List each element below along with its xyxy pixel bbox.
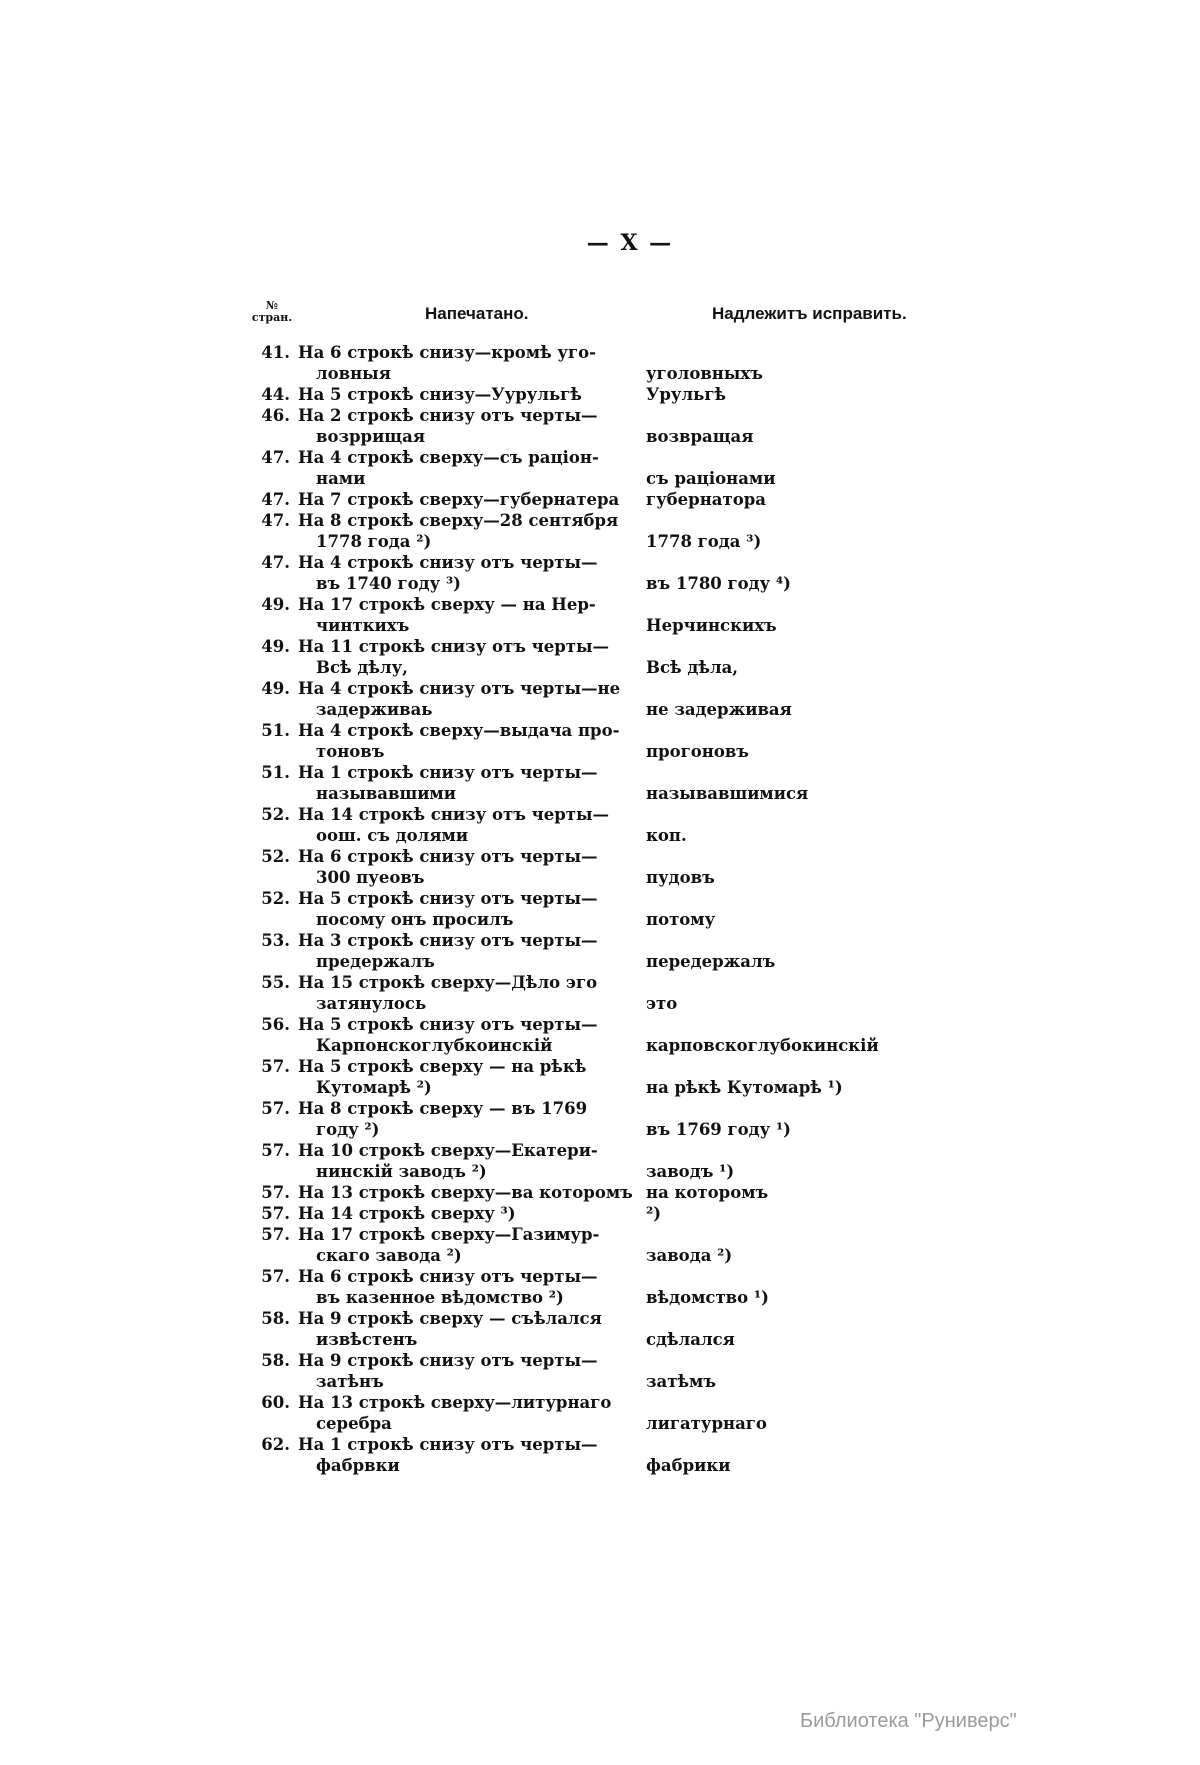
entry-printed-line1: На 14 строкѣ снизу отъ черты— xyxy=(298,805,610,824)
entry-page-number: 47. xyxy=(261,448,290,467)
entry-printed-text xyxy=(298,636,633,678)
entry-printed-line2: затѣнъ xyxy=(316,1372,384,1391)
errata-entry xyxy=(240,342,940,384)
entry-correction: завода ²) xyxy=(646,1246,733,1265)
entry-page-number: 57. xyxy=(261,1057,290,1076)
entry-correction: пудовъ xyxy=(646,868,715,887)
entry-correction: лигатурнаго xyxy=(646,1414,767,1433)
entry-page-number: 57. xyxy=(261,1099,290,1118)
entry-correction: заводъ ¹) xyxy=(646,1162,735,1181)
entry-printed-text xyxy=(298,489,633,510)
entry-page-number: 52. xyxy=(261,889,290,908)
errata-entry xyxy=(240,972,940,1014)
entry-page-number: 51. xyxy=(261,763,290,782)
entry-page-number: 51. xyxy=(261,721,290,740)
watermark: Библиотека "Руниверс" xyxy=(800,1710,1017,1732)
entry-printed-line1: На 5 строкѣ снизу отъ черты— xyxy=(298,1015,598,1034)
entry-printed-line1: На 4 строкѣ снизу отъ черты—не xyxy=(298,679,621,698)
entry-printed-line1: На 4 строкѣ сверху—выдача про- xyxy=(298,721,620,740)
entry-printed-text xyxy=(298,1308,633,1350)
entry-printed-text xyxy=(298,804,633,846)
errata-entry xyxy=(240,762,940,804)
entry-page-number: 58. xyxy=(261,1351,290,1370)
entry-printed-line2: предержалъ xyxy=(316,952,435,971)
entry-page-number: 46. xyxy=(261,406,290,425)
entry-page-number: 47. xyxy=(261,490,290,509)
entry-correction: возвращая xyxy=(646,427,754,446)
entry-printed-text xyxy=(298,1098,633,1140)
entry-printed-line2: скаго завода ²) xyxy=(316,1246,462,1265)
entry-printed-line1: На 6 строкѣ снизу отъ черты— xyxy=(298,1267,598,1286)
errata-entry xyxy=(240,1266,940,1308)
entry-printed-line1: На 17 строкѣ сверху — на Нер- xyxy=(298,595,596,614)
errata-entry xyxy=(240,1182,940,1203)
entry-page-number: 52. xyxy=(261,847,290,866)
errata-entry xyxy=(240,804,940,846)
errata-entry xyxy=(240,594,940,636)
entry-printed-line1: На 2 строкѣ снизу отъ черты— xyxy=(298,406,598,425)
entry-printed-line1: На 9 строкѣ сверху — съѣлался xyxy=(298,1309,602,1328)
entry-correction: Всѣ дѣла, xyxy=(646,658,739,677)
entry-page-number: 44. xyxy=(261,385,290,404)
errata-entry xyxy=(240,510,940,552)
entry-page-number: 52. xyxy=(261,805,290,824)
entry-printed-text xyxy=(298,342,633,384)
errata-entry xyxy=(240,405,940,447)
errata-entry xyxy=(240,1434,940,1476)
errata-entry xyxy=(240,1056,940,1098)
errata-entry xyxy=(240,720,940,762)
entry-printed-line2: оош. съ долями xyxy=(316,826,469,845)
header-no-label: стран. xyxy=(251,311,293,324)
entry-correction: Нерчинскихъ xyxy=(646,616,777,635)
errata-entry xyxy=(240,384,940,405)
entry-page-number: 57. xyxy=(261,1141,290,1160)
errata-entry xyxy=(240,447,940,489)
errata-entry xyxy=(240,1014,940,1056)
entry-correction: ²) xyxy=(646,1204,662,1223)
entry-page-number: 47. xyxy=(261,553,290,572)
entry-printed-text xyxy=(298,1203,633,1224)
entry-correction: уголовныхъ xyxy=(646,364,763,383)
entry-printed-text xyxy=(298,678,633,720)
errata-entry xyxy=(240,636,940,678)
entry-printed-line1: На 6 строкѣ снизу отъ черты— xyxy=(298,847,598,866)
header-no-symbol: № xyxy=(266,299,278,312)
entry-printed-line1: На 7 строкѣ сверху—губернатера xyxy=(298,490,620,509)
errata-entry xyxy=(240,1392,940,1434)
entry-printed-text xyxy=(298,888,633,930)
entry-printed-text xyxy=(298,447,633,489)
entry-printed-line2: Кутомарѣ ²) xyxy=(316,1078,432,1097)
entry-correction: въ 1780 году ⁴) xyxy=(646,574,791,593)
entry-correction: затѣмъ xyxy=(646,1372,717,1391)
entry-printed-text xyxy=(298,510,633,552)
errata-entry xyxy=(240,1350,940,1392)
entry-printed-text xyxy=(298,930,633,972)
entry-printed-line1: На 4 строкѣ сверху—съ раціон- xyxy=(298,448,599,467)
entry-page-number: 56. xyxy=(261,1015,290,1034)
entry-page-number: 62. xyxy=(261,1435,290,1454)
entry-correction: 1778 года ³) xyxy=(646,532,762,551)
entry-printed-line1: На 5 строкѣ сверху — на рѣкѣ xyxy=(298,1057,587,1076)
entry-printed-line2: тоновъ xyxy=(316,742,385,761)
entry-printed-text xyxy=(298,846,633,888)
entry-page-number: 41. xyxy=(261,343,290,362)
entry-printed-line1: На 5 строкѣ снизу—Уурульгѣ xyxy=(298,385,582,404)
entry-page-number: 57. xyxy=(261,1183,290,1202)
entry-printed-line1: На 15 строкѣ сверху—Дѣло эго xyxy=(298,973,598,992)
entry-page-number: 47. xyxy=(261,511,290,530)
errata-entry xyxy=(240,489,940,510)
entry-printed-line2: въ казенное вѣдомство ²) xyxy=(316,1288,564,1307)
entry-printed-line2: Всѣ дѣлу, xyxy=(316,658,408,677)
entry-printed-line1: На 3 строкѣ снизу отъ черты— xyxy=(298,931,598,950)
entry-printed-line1: На 6 строкѣ снизу—кромѣ уго- xyxy=(298,343,596,362)
entry-correction: вѣдомство ¹) xyxy=(646,1288,769,1307)
entry-page-number: 49. xyxy=(261,595,290,614)
entry-correction: Урульгѣ xyxy=(646,385,727,404)
entry-correction: губернатора xyxy=(646,490,766,509)
entry-printed-text xyxy=(298,1434,633,1476)
entry-printed-text xyxy=(298,1056,633,1098)
entry-printed-line2: задерживаь xyxy=(316,700,433,719)
entry-printed-line2: 1778 года ²) xyxy=(316,532,432,551)
entry-printed-text xyxy=(298,1266,633,1308)
entry-printed-text xyxy=(298,405,633,447)
entry-printed-line2: Карпонскоглубкоинскій xyxy=(316,1036,553,1055)
entry-printed-line1: На 4 строкѣ снизу отъ черты— xyxy=(298,553,598,572)
entry-page-number: 57. xyxy=(261,1267,290,1286)
entry-printed-line2: въ 1740 году ³) xyxy=(316,574,461,593)
errata-entry xyxy=(240,888,940,930)
header-correction: Надлежитъ исправить. xyxy=(712,304,907,323)
errata-entry xyxy=(240,1098,940,1140)
errata-entry xyxy=(240,1308,940,1350)
entry-printed-line1: На 8 строкѣ сверху—28 сентября xyxy=(298,511,619,530)
entry-correction: сдѣлался xyxy=(646,1330,735,1349)
errata-entry xyxy=(240,1203,940,1224)
entry-printed-line2: извѣстенъ xyxy=(316,1330,418,1349)
entry-printed-line1: На 5 строкѣ снизу отъ черты— xyxy=(298,889,598,908)
errata-entry xyxy=(240,678,940,720)
entry-printed-line1: На 17 строкѣ сверху—Газимур- xyxy=(298,1225,600,1244)
entry-correction: прогоновъ xyxy=(646,742,749,761)
entry-printed-line2: нинскій заводъ ²) xyxy=(316,1162,487,1181)
entry-correction: передержалъ xyxy=(646,952,776,971)
entry-printed-text xyxy=(298,384,633,405)
entry-page-number: 49. xyxy=(261,679,290,698)
entry-correction: называвшимися xyxy=(646,784,809,803)
errata-entry xyxy=(240,846,940,888)
entry-printed-text xyxy=(298,972,633,1014)
entry-printed-text xyxy=(298,1140,633,1182)
entry-printed-text xyxy=(298,1182,633,1203)
header-page-no xyxy=(248,300,296,324)
entry-printed-line2: затянулось xyxy=(316,994,427,1013)
entry-correction: съ раціонами xyxy=(646,469,776,488)
entry-printed-line1: На 10 строкѣ сверху—Екатери- xyxy=(298,1141,598,1160)
entry-correction: это xyxy=(646,994,678,1013)
header-printed: Напечатано. xyxy=(425,304,529,323)
entry-printed-line1: На 8 строкѣ сверху — въ 1769 xyxy=(298,1099,588,1118)
entry-printed-text xyxy=(298,762,633,804)
errata-entry xyxy=(240,930,940,972)
errata-entry xyxy=(240,552,940,594)
entry-printed-line2: фабрвки xyxy=(316,1456,400,1475)
entry-printed-text xyxy=(298,1392,633,1434)
entry-page-number: 55. xyxy=(261,973,290,992)
entry-printed-line2: называвшими xyxy=(316,784,457,803)
entry-correction: потому xyxy=(646,910,716,929)
entry-page-number: 57. xyxy=(261,1204,290,1223)
entry-printed-line2: нами xyxy=(316,469,366,488)
entry-printed-line1: На 9 строкѣ снизу отъ черты— xyxy=(298,1351,598,1370)
entry-printed-text xyxy=(298,1350,633,1392)
entry-page-number: 58. xyxy=(261,1309,290,1328)
entry-printed-line1: На 13 строкѣ сверху—литурнаго xyxy=(298,1393,612,1412)
entry-correction: коп. xyxy=(646,826,687,845)
errata-entry xyxy=(240,1224,940,1266)
entry-printed-line2: серебра xyxy=(316,1414,392,1433)
entry-printed-text xyxy=(298,720,633,762)
entry-printed-line1: На 11 строкѣ снизу отъ черты— xyxy=(298,637,610,656)
entry-page-number: 57. xyxy=(261,1225,290,1244)
entry-printed-text xyxy=(298,552,633,594)
entry-correction: фабрики xyxy=(646,1456,731,1475)
entry-printed-line2: 300 пуеовъ xyxy=(316,868,425,887)
entry-printed-line1: На 1 строкѣ снизу отъ черты— xyxy=(298,763,598,782)
entry-printed-text xyxy=(298,1014,633,1056)
entry-printed-line2: возррищая xyxy=(316,427,426,446)
errata-list xyxy=(240,342,940,1476)
entry-correction: не задерживая xyxy=(646,700,792,719)
page-number: — X — xyxy=(586,230,674,256)
entry-page-number: 49. xyxy=(261,637,290,656)
entry-correction: на которомъ xyxy=(646,1183,769,1202)
entry-correction: въ 1769 году ¹) xyxy=(646,1120,791,1139)
errata-entry xyxy=(240,1140,940,1182)
entry-printed-line2: посому онъ просилъ xyxy=(316,910,514,929)
entry-printed-line2: году ²) xyxy=(316,1120,380,1139)
entry-printed-text xyxy=(298,1224,633,1266)
entry-printed-line2: ловныя xyxy=(316,364,391,383)
entry-correction: на рѣкѣ Кутомарѣ ¹) xyxy=(646,1078,843,1097)
entry-printed-line1: На 14 строкѣ сверху ³) xyxy=(298,1204,516,1223)
entry-printed-text xyxy=(298,594,633,636)
entry-printed-line1: На 13 строкѣ сверху—ва которомъ xyxy=(298,1183,633,1202)
entry-printed-line1: На 1 строкѣ снизу отъ черты— xyxy=(298,1435,598,1454)
entry-page-number: 53. xyxy=(261,931,290,950)
entry-printed-line2: чинткихъ xyxy=(316,616,410,635)
entry-correction: карповскоглубокинскій xyxy=(646,1036,879,1055)
entry-page-number: 60. xyxy=(261,1393,290,1412)
